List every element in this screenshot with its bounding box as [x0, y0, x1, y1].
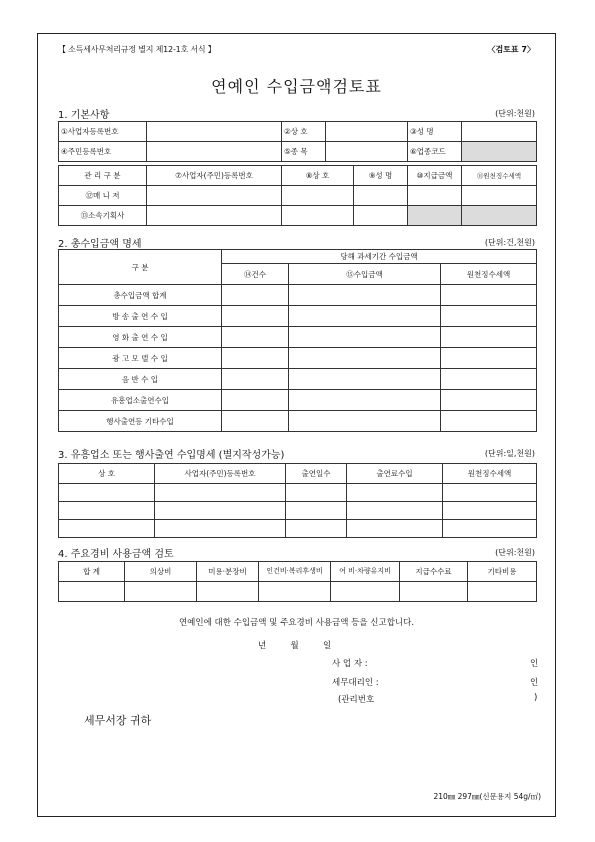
period-header: 당해 과세기간 수입금액	[222, 250, 537, 264]
income-income-field[interactable]	[289, 348, 441, 369]
entertainment-cell[interactable]	[347, 520, 443, 538]
income-withholding-field[interactable]	[441, 327, 537, 348]
income-withholding-field[interactable]	[441, 285, 537, 306]
entertainment-cell[interactable]	[443, 520, 537, 538]
agent-seal: 인	[530, 678, 539, 688]
entertainment-cell[interactable]	[59, 520, 155, 538]
income-row-label: 행사출연등 기타수입	[59, 411, 222, 432]
agent-label: 세무대리인 :	[332, 678, 379, 688]
income-row-label: 음 반 수 입	[59, 369, 222, 390]
section3-heading: 3. 유흥업소 또는 행사출연 수입명세 (별지작성가능)	[58, 450, 285, 461]
expense-table	[58, 561, 537, 602]
page-title: 연예인 수입금액검토표	[211, 77, 382, 96]
s4-fee-header: 지급수수료	[400, 562, 468, 582]
s4-beauty-field[interactable]	[197, 582, 259, 602]
total-income-table	[58, 249, 537, 432]
section4-heading: 4. 주요경비 사용금액 검토	[58, 549, 174, 560]
business-item-field[interactable]	[326, 142, 408, 162]
income-count-field[interactable]	[222, 306, 289, 327]
category-header: 구 분	[59, 250, 222, 285]
agency-name-field[interactable]	[354, 206, 408, 226]
manager-biz-no-field[interactable]	[147, 186, 282, 206]
income-row	[59, 285, 537, 306]
manager-label: ⑫매 니 저	[59, 186, 147, 206]
date-line: 년 월 일	[258, 641, 332, 651]
entertainment-cell[interactable]	[347, 484, 443, 502]
income-row-label: 유흥업소출연수입	[59, 390, 222, 411]
s4-other-header: 기타비용	[468, 562, 537, 582]
income-header: ⑮수입금액	[289, 264, 441, 285]
mgmt-biz-no-label: ⑦사업자(주민)등록번호	[147, 166, 282, 186]
income-row-label: 총수입금액 합계	[59, 285, 222, 306]
income-row-label: 방 송 출 연 수 입	[59, 306, 222, 327]
s4-labor-field[interactable]	[259, 582, 331, 602]
income-count-field[interactable]	[222, 285, 289, 306]
entertainment-cell[interactable]	[155, 484, 286, 502]
income-withholding-field[interactable]	[441, 411, 537, 432]
s4-total-field[interactable]	[59, 582, 125, 602]
agency-biz-no-field[interactable]	[147, 206, 282, 226]
s3-withholding-header: 원천징수세액	[443, 464, 537, 484]
operator-label: 사 업 자 :	[332, 659, 368, 669]
s4-beauty-header: 미용·분장비	[197, 562, 259, 582]
resident-no-field[interactable]	[147, 142, 282, 162]
s4-travel-header: 여 비·차량유지비	[331, 562, 400, 582]
entertainment-cell[interactable]	[59, 484, 155, 502]
entertainment-cell[interactable]	[347, 502, 443, 520]
agency-label: ⑬소속기획사	[59, 206, 147, 226]
mgmt-no-close: )	[534, 693, 538, 703]
entertainment-cell[interactable]	[286, 502, 347, 520]
entertainment-row	[59, 484, 537, 502]
income-row-label: 광 고 모 델 수 입	[59, 348, 222, 369]
entertainment-income-table	[58, 463, 537, 538]
business-item-label: ⑤종 목	[282, 142, 326, 162]
section2-unit: (단위:건,천원)	[484, 238, 535, 247]
form-reference: 【 소득세사무처리규정 별지 제12-1호 서식 】	[58, 45, 216, 54]
s4-costume-header: 의상비	[125, 562, 197, 582]
resident-no-label: ④주민등록번호	[59, 142, 147, 162]
income-income-field[interactable]	[289, 306, 441, 327]
s3-days-header: 출연일수	[286, 464, 347, 484]
s4-other-field[interactable]	[468, 582, 537, 602]
income-row-label: 영 화 출 연 수 입	[59, 327, 222, 348]
s4-labor-header: 인건비·복리후생비	[259, 562, 331, 582]
name-label: ③성 명	[408, 122, 462, 142]
mgmt-no-label: (관리번호	[338, 695, 375, 705]
manager-withholding-field[interactable]	[462, 186, 537, 206]
income-income-field[interactable]	[289, 369, 441, 390]
entertainment-cell[interactable]	[286, 484, 347, 502]
income-count-field[interactable]	[222, 411, 289, 432]
s3-biz-no-header: 사업자(주민)등록번호	[155, 464, 286, 484]
mgmt-name-label: ⑨성 명	[354, 166, 408, 186]
mgmt-withholding-label: ⑪원천징수세액	[462, 166, 537, 186]
paper-spec: 210㎜ 297㎜(신문용지 54g/㎡)	[433, 792, 541, 801]
entertainment-row	[59, 502, 537, 520]
income-withholding-field[interactable]	[441, 369, 537, 390]
income-income-field[interactable]	[289, 285, 441, 306]
management-table	[58, 165, 537, 226]
agency-company-field[interactable]	[282, 206, 354, 226]
agency-paid-field	[408, 206, 462, 226]
mgmt-paid-label: ⑩지급금액	[408, 166, 462, 186]
company-field[interactable]	[326, 122, 408, 142]
entertainment-cell[interactable]	[443, 484, 537, 502]
income-row	[59, 306, 537, 327]
section3-unit: (단위:일,천원)	[484, 449, 535, 458]
industry-code-label: ⑥업종코드	[408, 142, 462, 162]
income-count-field[interactable]	[222, 327, 289, 348]
s3-company-header: 상 호	[59, 464, 155, 484]
income-income-field[interactable]	[289, 327, 441, 348]
section2-heading: 2. 총수입금액 명세	[58, 239, 142, 250]
s4-fee-field[interactable]	[400, 582, 468, 602]
entertainment-cell[interactable]	[155, 502, 286, 520]
count-header: ⑭건수	[222, 264, 289, 285]
income-count-field[interactable]	[222, 369, 289, 390]
income-row	[59, 348, 537, 369]
industry-code-field	[462, 142, 537, 162]
entertainment-cell[interactable]	[155, 520, 286, 538]
s4-travel-field[interactable]	[331, 582, 400, 602]
operator-seal: 인	[530, 659, 539, 669]
income-withholding-field[interactable]	[441, 306, 537, 327]
form-sheet	[37, 33, 556, 817]
mgmt-company-label: ⑧상 호	[282, 166, 354, 186]
section1-unit: (단위:천원)	[495, 109, 535, 118]
income-row	[59, 369, 537, 390]
basic-info-table	[58, 121, 537, 162]
mgmt-type-label: 관 리 구 분	[59, 166, 147, 186]
company-label: ②상 호	[282, 122, 326, 142]
section4-unit: (단위:천원)	[495, 548, 535, 557]
name-field[interactable]	[462, 122, 537, 142]
entertainment-cell[interactable]	[286, 520, 347, 538]
income-withholding-field[interactable]	[441, 390, 537, 411]
entertainment-row	[59, 520, 537, 538]
income-count-field[interactable]	[222, 348, 289, 369]
biz-reg-no-field[interactable]	[147, 122, 282, 142]
income-row	[59, 327, 537, 348]
agency-withholding-field	[462, 206, 537, 226]
s4-costume-field[interactable]	[125, 582, 197, 602]
s4-total-header: 합 계	[59, 562, 125, 582]
withholding-header: 원천징수세액	[441, 264, 537, 285]
manager-paid-field[interactable]	[408, 186, 462, 206]
section1-heading: 1. 기본사항	[58, 110, 110, 121]
income-row	[59, 411, 537, 432]
declaration-text: 연예인에 대한 수입금액 및 주요경비 사용금액 등을 신고합니다.	[178, 618, 415, 628]
addressee: 세무서장 귀하	[84, 714, 152, 727]
manager-name-field[interactable]	[354, 186, 408, 206]
entertainment-cell[interactable]	[443, 502, 537, 520]
entertainment-cell[interactable]	[59, 502, 155, 520]
income-income-field[interactable]	[289, 411, 441, 432]
form-code: 〈검토표 7〉	[487, 45, 535, 54]
biz-reg-no-label: ①사업자등록번호	[59, 122, 147, 142]
manager-company-field[interactable]	[282, 186, 354, 206]
income-withholding-field[interactable]	[441, 348, 537, 369]
s3-fee-header: 출연료수입	[347, 464, 443, 484]
income-row	[59, 390, 537, 411]
income-count-field[interactable]	[222, 390, 289, 411]
income-income-field[interactable]	[289, 390, 441, 411]
